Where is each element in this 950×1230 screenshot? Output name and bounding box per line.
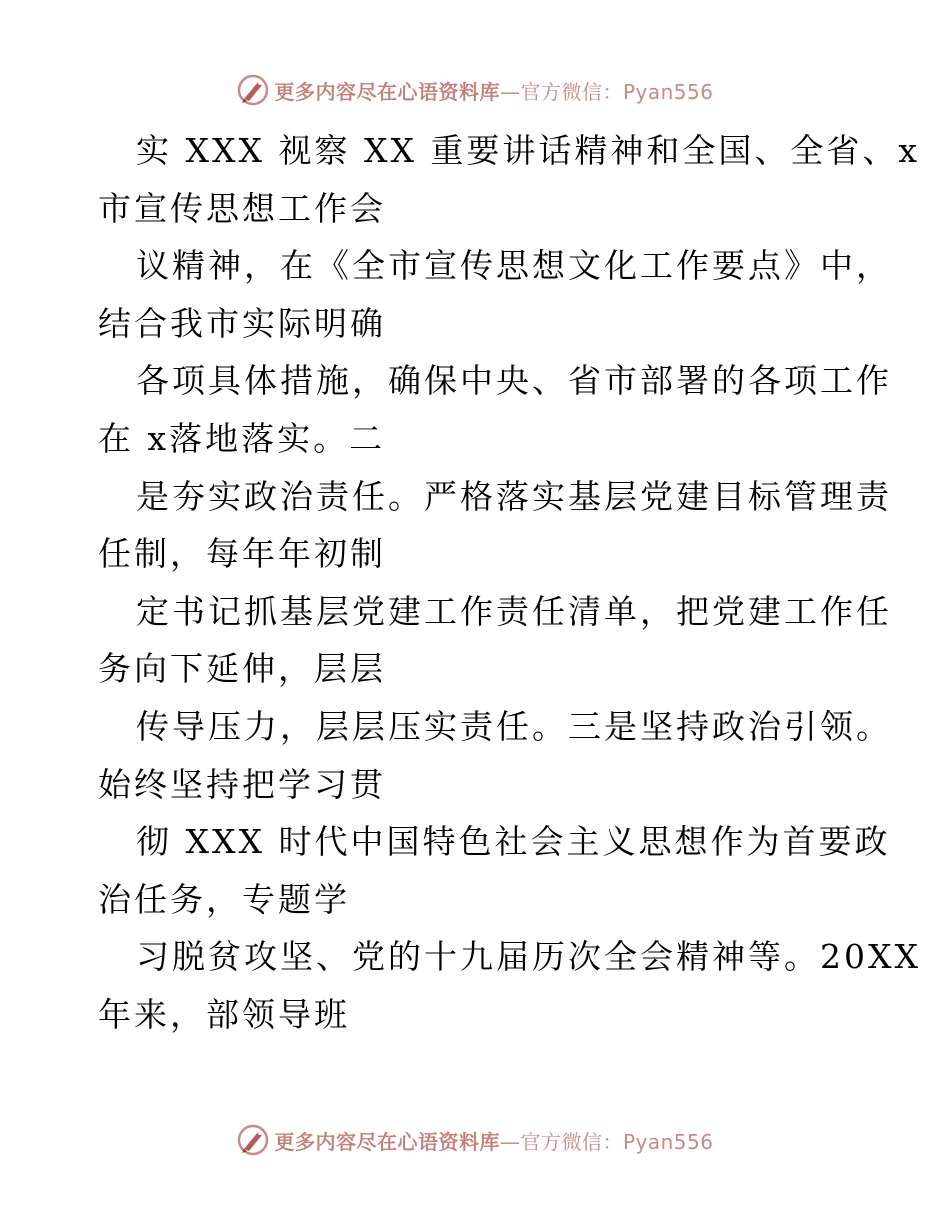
body-line: 治任务，专题学: [98, 879, 350, 919]
body-line: 彻 XXX 时代中国特色社会主义思想作为首要政: [136, 822, 891, 862]
header-banner: [0, 70, 950, 110]
body-line: 市宣传思想工作会: [98, 188, 386, 228]
body-line: 是夯实政治责任。严格落实基层党建目标管理责: [136, 476, 892, 516]
pen-logo-icon: [236, 73, 270, 107]
body-line: 任制，每年年初制: [98, 534, 386, 574]
body-line: 务向下延伸，层层: [98, 649, 386, 689]
pen-logo-icon: [236, 1123, 270, 1157]
body-line: 习脱贫攻坚、党的十九届历次全会精神等。20XX: [136, 937, 921, 977]
footer-banner-text: 更多内容尽在心语资料库—官方微信：Pyan556: [274, 1129, 714, 1154]
body-line: 结合我市实际明确: [98, 303, 386, 343]
body-line: 定书记抓基层党建工作责任清单，把党建工作任: [136, 591, 892, 631]
body-line: 始终坚持把学习贯: [98, 764, 386, 804]
body-line: 在 x落地落实。二: [98, 418, 386, 458]
body-line: 年来，部领导班: [98, 994, 350, 1034]
footer-banner: [0, 1120, 950, 1160]
body-line: 传导压力，层层压实责任。三是坚持政治引领。: [136, 706, 892, 746]
body-line: 议精神，在《全市宣传思想文化工作要点》中，: [136, 246, 892, 286]
body-line: 各项具体措施，确保中央、省市部署的各项工作: [136, 361, 892, 401]
body-line: 实 XXX 视察 XX 重要讲话精神和全国、全省、x: [136, 131, 921, 170]
document-body: [98, 122, 921, 1044]
header-banner-text: 更多内容尽在心语资料库—官方微信：Pyan556: [274, 79, 714, 104]
